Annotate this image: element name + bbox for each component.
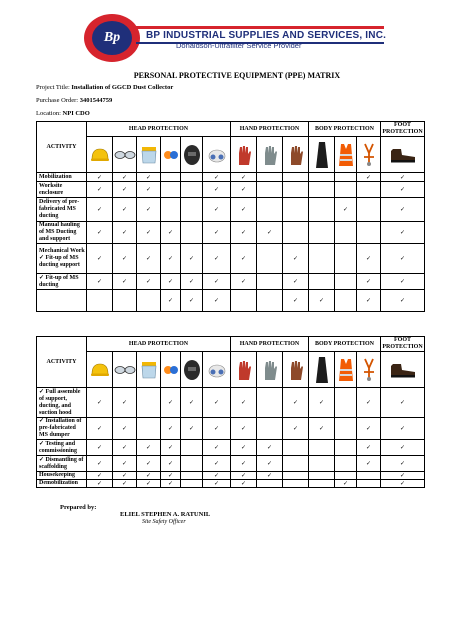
- check-mark: ✓: [283, 274, 309, 290]
- signer-role: Site Safety Officer: [142, 519, 186, 525]
- check-mark: ✓: [309, 290, 335, 312]
- table-row: [37, 388, 425, 418]
- check-mark: ✓: [87, 173, 113, 182]
- check-mark: ✓: [381, 480, 425, 488]
- check-mark: ✓: [231, 244, 257, 274]
- empty-cell: [335, 418, 357, 440]
- check-mark: ✓: [203, 440, 231, 456]
- check-mark: ✓: [381, 418, 425, 440]
- activity-header: ACTIVITY: [37, 122, 87, 173]
- check-mark: ✓: [87, 472, 113, 480]
- check-mark: ✓: [231, 472, 257, 480]
- check-mark: ✓: [87, 456, 113, 472]
- empty-cell: [357, 472, 381, 480]
- empty-cell: [257, 244, 283, 274]
- table-row: [37, 472, 425, 480]
- table-row: [37, 290, 425, 312]
- safety-shoe-icon: [381, 137, 425, 173]
- project-label: Project Title:: [36, 84, 70, 91]
- purchase-order-line: [36, 97, 112, 104]
- check-mark: ✓: [161, 472, 181, 480]
- check-mark: ✓: [87, 480, 113, 488]
- po-label: Purchase Order:: [36, 97, 79, 104]
- check-mark: ✓: [87, 182, 113, 198]
- check-mark: ✓: [113, 182, 137, 198]
- check-mark: ✓: [381, 440, 425, 456]
- check-mark: ✓: [357, 244, 381, 274]
- check-mark: ✓: [203, 480, 231, 488]
- empty-cell: [257, 182, 283, 198]
- empty-cell: [257, 418, 283, 440]
- check-mark: ✓: [357, 290, 381, 312]
- check-mark: ✓: [283, 244, 309, 274]
- empty-cell: [309, 472, 335, 480]
- check-mark: ✓: [231, 222, 257, 244]
- document-title: PERSONAL PROTECTIVE EQUIPMENT (PPE) MATRIX: [133, 71, 341, 80]
- empty-cell: [283, 440, 309, 456]
- activity-cell: Housekeeping: [37, 472, 87, 480]
- empty-cell: [137, 418, 161, 440]
- empty-cell: [357, 222, 381, 244]
- project-title-line: [36, 84, 173, 91]
- empty-cell: [283, 222, 309, 244]
- dust-mask-icon: [203, 352, 231, 388]
- check-mark: ✓: [203, 456, 231, 472]
- check-mark: ✓: [137, 440, 161, 456]
- check-mark: ✓: [113, 173, 137, 182]
- empty-cell: [309, 222, 335, 244]
- check-mark: ✓: [231, 182, 257, 198]
- empty-cell: [357, 182, 381, 198]
- check-mark: ✓: [381, 456, 425, 472]
- check-mark: ✓: [231, 440, 257, 456]
- table-row: [37, 244, 425, 274]
- cut-resistant-glove-icon: [257, 352, 283, 388]
- check-mark: ✓: [181, 290, 203, 312]
- location-value: NPI CDO: [62, 110, 90, 117]
- empty-cell: [257, 480, 283, 488]
- empty-cell: [181, 456, 203, 472]
- check-mark: ✓: [257, 472, 283, 480]
- check-mark: ✓: [357, 418, 381, 440]
- check-mark: ✓: [161, 418, 181, 440]
- empty-cell: [335, 222, 357, 244]
- empty-cell: [181, 173, 203, 182]
- activity-cell: Worksite enclosure: [37, 182, 87, 198]
- location-line: [36, 110, 90, 117]
- check-mark: ✓: [137, 480, 161, 488]
- check-mark: ✓: [113, 244, 137, 274]
- activity-cell: Mechanical Work ✓ Fit-up of MS ducting support: [37, 244, 87, 274]
- check-mark: ✓: [161, 222, 181, 244]
- empty-cell: [283, 472, 309, 480]
- empty-cell: [181, 198, 203, 222]
- table-row: [37, 480, 425, 488]
- dust-mask-icon: [203, 137, 231, 173]
- check-mark: ✓: [137, 173, 161, 182]
- check-mark: ✓: [257, 222, 283, 244]
- empty-cell: [87, 290, 113, 312]
- empty-cell: [335, 472, 357, 480]
- empty-cell: [181, 472, 203, 480]
- empty-cell: [283, 456, 309, 472]
- activity-cell: ✓ Fit-up of MS ducting: [37, 274, 87, 290]
- hard-hat-icon: [87, 137, 113, 173]
- check-mark: ✓: [87, 274, 113, 290]
- check-mark: ✓: [203, 222, 231, 244]
- empty-cell: [137, 290, 161, 312]
- welding-mask-icon: [181, 352, 203, 388]
- check-mark: ✓: [231, 418, 257, 440]
- check-mark: ✓: [87, 198, 113, 222]
- check-mark: ✓: [203, 388, 231, 418]
- check-mark: ✓: [357, 388, 381, 418]
- table-row: [37, 456, 425, 472]
- hand-protection-header: HAND PROTECTION: [231, 337, 309, 352]
- activity-cell: Delivery of pre-fabricated MS ducting: [37, 198, 87, 222]
- company-logo: [84, 14, 140, 62]
- po-value: 3401544759: [79, 97, 113, 104]
- check-mark: ✓: [181, 274, 203, 290]
- safety-glasses-icon: [113, 137, 137, 173]
- activity-cell: [37, 290, 87, 312]
- table-row: [37, 418, 425, 440]
- empty-cell: [283, 480, 309, 488]
- hand-protection-header: HAND PROTECTION: [231, 122, 309, 137]
- check-mark: ✓: [231, 456, 257, 472]
- check-mark: ✓: [381, 182, 425, 198]
- ppe-matrix-table-2: [36, 336, 425, 488]
- check-mark: ✓: [283, 418, 309, 440]
- empty-cell: [257, 290, 283, 312]
- empty-cell: [257, 173, 283, 182]
- check-mark: ✓: [203, 173, 231, 182]
- check-mark: ✓: [161, 440, 181, 456]
- safety-shoe-icon: [381, 352, 425, 388]
- empty-cell: [335, 456, 357, 472]
- ear-plugs-icon: [161, 352, 181, 388]
- check-mark: ✓: [87, 222, 113, 244]
- empty-cell: [181, 440, 203, 456]
- ppe-matrix-table-1: [36, 121, 425, 312]
- project-value: Installation of GGCD Dust Collector: [71, 84, 174, 91]
- empty-cell: [309, 440, 335, 456]
- check-mark: ✓: [113, 418, 137, 440]
- welding-apron-icon: [309, 352, 335, 388]
- work-glove-icon: [231, 137, 257, 173]
- empty-cell: [335, 290, 357, 312]
- empty-cell: [161, 198, 181, 222]
- empty-cell: [257, 388, 283, 418]
- check-mark: ✓: [181, 388, 203, 418]
- empty-cell: [335, 388, 357, 418]
- check-mark: ✓: [137, 244, 161, 274]
- check-mark: ✓: [161, 244, 181, 274]
- table-row: [37, 182, 425, 198]
- leather-glove-icon: [283, 352, 309, 388]
- check-mark: ✓: [161, 290, 181, 312]
- activity-cell: ✓ Dismantling of scaffolding: [37, 456, 87, 472]
- empty-cell: [309, 182, 335, 198]
- check-mark: ✓: [137, 274, 161, 290]
- cut-resistant-glove-icon: [257, 137, 283, 173]
- check-mark: ✓: [381, 222, 425, 244]
- check-mark: ✓: [231, 274, 257, 290]
- check-mark: ✓: [113, 480, 137, 488]
- activity-cell: Manual hauling of MS Ducting and support: [37, 222, 87, 244]
- check-mark: ✓: [137, 472, 161, 480]
- face-shield-icon: [137, 352, 161, 388]
- check-mark: ✓: [381, 388, 425, 418]
- table-row: [37, 274, 425, 290]
- empty-cell: [335, 244, 357, 274]
- empty-cell: [181, 480, 203, 488]
- check-mark: ✓: [381, 244, 425, 274]
- check-mark: ✓: [357, 456, 381, 472]
- check-mark: ✓: [381, 472, 425, 480]
- location-label: Location:: [36, 110, 61, 117]
- empty-cell: [231, 290, 257, 312]
- logo-text: Bp: [92, 21, 132, 55]
- check-mark: ✓: [335, 480, 357, 488]
- banner-red-stripe: [136, 26, 384, 29]
- check-mark: ✓: [137, 198, 161, 222]
- check-mark: ✓: [181, 418, 203, 440]
- check-mark: ✓: [203, 182, 231, 198]
- check-mark: ✓: [113, 388, 137, 418]
- empty-cell: [137, 388, 161, 418]
- check-mark: ✓: [357, 274, 381, 290]
- activity-header: ACTIVITY: [37, 337, 87, 388]
- empty-cell: [257, 198, 283, 222]
- head-protection-header: HEAD PROTECTION: [87, 122, 231, 137]
- empty-cell: [309, 244, 335, 274]
- empty-cell: [181, 222, 203, 244]
- empty-cell: [357, 480, 381, 488]
- empty-cell: [113, 290, 137, 312]
- check-mark: ✓: [137, 456, 161, 472]
- check-mark: ✓: [231, 173, 257, 182]
- empty-cell: [309, 173, 335, 182]
- check-mark: ✓: [203, 274, 231, 290]
- welding-mask-icon: [181, 137, 203, 173]
- empty-cell: [309, 456, 335, 472]
- empty-cell: [335, 440, 357, 456]
- prepared-by-label: Prepared by:: [60, 504, 97, 511]
- check-mark: ✓: [87, 244, 113, 274]
- reflective-vest-icon: [335, 137, 357, 173]
- check-mark: ✓: [87, 388, 113, 418]
- check-mark: ✓: [283, 290, 309, 312]
- check-mark: ✓: [113, 472, 137, 480]
- check-mark: ✓: [231, 388, 257, 418]
- leather-glove-icon: [283, 137, 309, 173]
- activity-cell: Demobilization: [37, 480, 87, 488]
- activity-cell: Mobilization: [37, 173, 87, 182]
- empty-cell: [335, 274, 357, 290]
- empty-cell: [335, 182, 357, 198]
- check-mark: ✓: [283, 388, 309, 418]
- check-mark: ✓: [181, 244, 203, 274]
- head-protection-header: HEAD PROTECTION: [87, 337, 231, 352]
- check-mark: ✓: [203, 290, 231, 312]
- activity-cell: ✓ Installation of pre-fabricated MS dumper: [37, 418, 87, 440]
- check-mark: ✓: [203, 418, 231, 440]
- check-mark: ✓: [257, 456, 283, 472]
- check-mark: ✓: [381, 290, 425, 312]
- company-tagline: Donaldson-Ultrafilter Service Provider: [176, 41, 302, 50]
- empty-cell: [309, 274, 335, 290]
- face-shield-icon: [137, 137, 161, 173]
- table-row: [37, 440, 425, 456]
- signer-name: ELIEL STEPHEN A. RATUNIL: [120, 511, 211, 518]
- empty-cell: [309, 480, 335, 488]
- welding-apron-icon: [309, 137, 335, 173]
- check-mark: ✓: [113, 222, 137, 244]
- check-mark: ✓: [161, 274, 181, 290]
- empty-cell: [283, 182, 309, 198]
- empty-cell: [283, 173, 309, 182]
- check-mark: ✓: [113, 456, 137, 472]
- ear-plugs-icon: [161, 137, 181, 173]
- body-protection-header: BODY PROTECTION: [309, 122, 381, 137]
- check-mark: ✓: [161, 456, 181, 472]
- company-name: BP INDUSTRIAL SUPPLIES AND SERVICES, INC.: [146, 30, 387, 41]
- check-mark: ✓: [257, 440, 283, 456]
- check-mark: ✓: [381, 198, 425, 222]
- empty-cell: [161, 182, 181, 198]
- body-protection-header: BODY PROTECTION: [309, 337, 381, 352]
- table-row: [37, 222, 425, 244]
- check-mark: ✓: [113, 274, 137, 290]
- check-mark: ✓: [357, 440, 381, 456]
- check-mark: ✓: [87, 418, 113, 440]
- check-mark: ✓: [231, 198, 257, 222]
- check-mark: ✓: [137, 182, 161, 198]
- empty-cell: [309, 198, 335, 222]
- empty-cell: [161, 173, 181, 182]
- check-mark: ✓: [87, 440, 113, 456]
- foot-protection-header: FOOT PROTECTION: [382, 337, 423, 350]
- check-mark: ✓: [161, 480, 181, 488]
- check-mark: ✓: [203, 244, 231, 274]
- hard-hat-icon: [87, 352, 113, 388]
- check-mark: ✓: [161, 388, 181, 418]
- empty-cell: [181, 182, 203, 198]
- check-mark: ✓: [309, 418, 335, 440]
- foot-protection-header: FOOT PROTECTION: [382, 122, 423, 135]
- safety-glasses-icon: [113, 352, 137, 388]
- check-mark: ✓: [381, 173, 425, 182]
- safety-harness-icon: [357, 352, 381, 388]
- safety-harness-icon: [357, 137, 381, 173]
- activity-cell: ✓ Full assemble of support, ducting, and suction hood: [37, 388, 87, 418]
- empty-cell: [357, 198, 381, 222]
- activity-cell: ✓ Testing and commissioning: [37, 440, 87, 456]
- check-mark: ✓: [357, 173, 381, 182]
- check-mark: ✓: [309, 388, 335, 418]
- empty-cell: [335, 173, 357, 182]
- check-mark: ✓: [203, 198, 231, 222]
- empty-cell: [257, 274, 283, 290]
- check-mark: ✓: [335, 198, 357, 222]
- table-row: [37, 198, 425, 222]
- work-glove-icon: [231, 352, 257, 388]
- table-row: [37, 173, 425, 182]
- check-mark: ✓: [231, 480, 257, 488]
- empty-cell: [283, 198, 309, 222]
- check-mark: ✓: [137, 222, 161, 244]
- check-mark: ✓: [381, 274, 425, 290]
- check-mark: ✓: [113, 198, 137, 222]
- reflective-vest-icon: [335, 352, 357, 388]
- check-mark: ✓: [113, 440, 137, 456]
- check-mark: ✓: [203, 472, 231, 480]
